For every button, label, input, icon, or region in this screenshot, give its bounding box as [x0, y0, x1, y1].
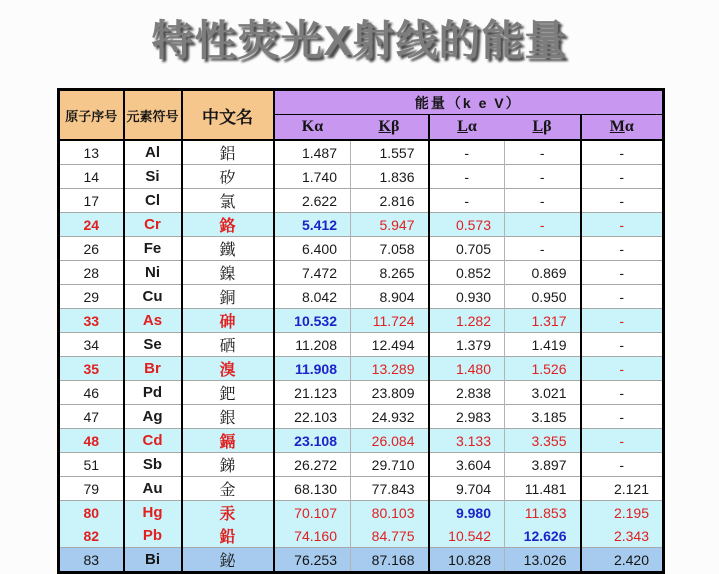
table-row: [59, 453, 664, 477]
cell-element-symbol: Cd: [124, 429, 182, 453]
cell-l-beta: 11.853: [505, 501, 581, 525]
table-row: [59, 309, 664, 333]
line-greek: α: [467, 118, 477, 135]
cell-chinese-name: 鉻: [182, 213, 274, 237]
cell-l-beta: -: [505, 237, 581, 261]
cell-l-alpha: 3.133: [429, 429, 505, 453]
cell-element-symbol: Pd: [124, 381, 182, 405]
cell-l-alpha: 2.838: [429, 381, 505, 405]
col-header-k-beta: [351, 115, 429, 141]
cell-chinese-name: 鋁: [182, 140, 274, 165]
cell-chinese-name: 溴: [182, 357, 274, 381]
cell-atomic-number: 48: [59, 429, 124, 453]
cell-element-symbol: Ag: [124, 405, 182, 429]
line-greek: β: [543, 118, 552, 135]
cell-element-symbol: Cl: [124, 189, 182, 213]
col-header-l-beta: [505, 115, 581, 141]
table-row: [59, 140, 664, 165]
cell-l-alpha: 0.573: [429, 213, 505, 237]
cell-atomic-number: 46: [59, 381, 124, 405]
cell-m-alpha: -: [581, 309, 664, 333]
cell-k-beta: 13.289: [351, 357, 429, 381]
cell-k-beta: 24.932: [351, 405, 429, 429]
cell-m-alpha: -: [581, 189, 664, 213]
cell-element-symbol: Cr: [124, 213, 182, 237]
cell-m-alpha: -: [581, 237, 664, 261]
cell-atomic-number: 79: [59, 477, 124, 501]
cell-k-beta: 7.058: [351, 237, 429, 261]
xray-energy-table: [57, 88, 665, 574]
cell-atomic-number: 82: [59, 524, 124, 548]
cell-m-alpha: -: [581, 453, 664, 477]
table-row: [59, 237, 664, 261]
cell-m-alpha: 2.420: [581, 548, 664, 573]
cell-k-alpha: 23.108: [274, 429, 351, 453]
cell-atomic-number: 28: [59, 261, 124, 285]
table-row: [59, 524, 664, 548]
cell-k-alpha: 22.103: [274, 405, 351, 429]
col-header-energy-group: 能量（k e V）: [274, 90, 664, 115]
cell-chinese-name: 硒: [182, 333, 274, 357]
cell-l-beta: 13.026: [505, 548, 581, 573]
cell-atomic-number: 14: [59, 165, 124, 189]
cell-element-symbol: As: [124, 309, 182, 333]
cell-l-beta: 3.897: [505, 453, 581, 477]
cell-l-beta: -: [505, 213, 581, 237]
cell-k-beta: 26.084: [351, 429, 429, 453]
line-greek: α: [624, 118, 634, 135]
cell-l-alpha: 0.705: [429, 237, 505, 261]
cell-element-symbol: Si: [124, 165, 182, 189]
cell-k-alpha: 11.208: [274, 333, 351, 357]
cell-k-beta: 2.816: [351, 189, 429, 213]
cell-atomic-number: 17: [59, 189, 124, 213]
cell-element-symbol: Hg: [124, 501, 182, 525]
table-row: [59, 261, 664, 285]
table-row: [59, 165, 664, 189]
line-greek: β: [391, 118, 400, 135]
cell-element-symbol: Fe: [124, 237, 182, 261]
cell-m-alpha: -: [581, 165, 664, 189]
cell-k-alpha: 2.622: [274, 189, 351, 213]
cell-l-alpha: -: [429, 189, 505, 213]
cell-l-alpha: -: [429, 140, 505, 165]
cell-atomic-number: 26: [59, 237, 124, 261]
col-header-l-alpha: [429, 115, 505, 141]
table-row: [59, 333, 664, 357]
table-row: [59, 285, 664, 309]
cell-chinese-name: 銅: [182, 285, 274, 309]
cell-atomic-number: 29: [59, 285, 124, 309]
table-row: [59, 405, 664, 429]
cell-atomic-number: 83: [59, 548, 124, 573]
cell-atomic-number: 34: [59, 333, 124, 357]
cell-chinese-name: 鎘: [182, 429, 274, 453]
cell-l-beta: 0.950: [505, 285, 581, 309]
col-header-element-symbol: 元素符号: [124, 90, 182, 141]
cell-l-alpha: 9.980: [429, 501, 505, 525]
cell-m-alpha: 2.343: [581, 524, 664, 548]
cell-m-alpha: -: [581, 333, 664, 357]
cell-chinese-name: 鈀: [182, 381, 274, 405]
cell-l-beta: -: [505, 165, 581, 189]
cell-m-alpha: -: [581, 261, 664, 285]
cell-m-alpha: -: [581, 213, 664, 237]
cell-chinese-name: 鐵: [182, 237, 274, 261]
cell-atomic-number: 13: [59, 140, 124, 165]
cell-l-alpha: 3.604: [429, 453, 505, 477]
table-row: [59, 357, 664, 381]
cell-k-beta: 23.809: [351, 381, 429, 405]
cell-element-symbol: Br: [124, 357, 182, 381]
cell-k-alpha: 8.042: [274, 285, 351, 309]
cell-chinese-name: 銻: [182, 453, 274, 477]
cell-l-alpha: -: [429, 165, 505, 189]
cell-k-beta: 80.103: [351, 501, 429, 525]
cell-chinese-name: 鎳: [182, 261, 274, 285]
cell-chinese-name: 汞: [182, 501, 274, 525]
cell-l-alpha: 10.542: [429, 524, 505, 548]
cell-l-beta: 3.355: [505, 429, 581, 453]
table-row: [59, 501, 664, 525]
line-letter: M: [609, 118, 625, 135]
cell-l-alpha: 9.704: [429, 477, 505, 501]
cell-l-alpha: 1.379: [429, 333, 505, 357]
cell-m-alpha: -: [581, 140, 664, 165]
cell-k-alpha: 10.532: [274, 309, 351, 333]
cell-k-beta: 84.775: [351, 524, 429, 548]
cell-k-alpha: 68.130: [274, 477, 351, 501]
cell-atomic-number: 33: [59, 309, 124, 333]
cell-k-alpha: 1.487: [274, 140, 351, 165]
cell-chinese-name: 銀: [182, 405, 274, 429]
cell-atomic-number: 24: [59, 213, 124, 237]
cell-element-symbol: Ni: [124, 261, 182, 285]
cell-m-alpha: -: [581, 357, 664, 381]
cell-l-beta: -: [505, 140, 581, 165]
cell-k-alpha: 21.123: [274, 381, 351, 405]
cell-l-beta: 1.526: [505, 357, 581, 381]
cell-k-beta: 77.843: [351, 477, 429, 501]
cell-k-beta: 29.710: [351, 453, 429, 477]
cell-element-symbol: Au: [124, 477, 182, 501]
cell-k-alpha: 5.412: [274, 213, 351, 237]
cell-l-alpha: 0.930: [429, 285, 505, 309]
cell-atomic-number: 47: [59, 405, 124, 429]
cell-l-beta: 3.021: [505, 381, 581, 405]
cell-atomic-number: 51: [59, 453, 124, 477]
cell-l-beta: 1.317: [505, 309, 581, 333]
cell-k-alpha: 6.400: [274, 237, 351, 261]
cell-m-alpha: 2.121: [581, 477, 664, 501]
cell-k-beta: 12.494: [351, 333, 429, 357]
cell-element-symbol: Sb: [124, 453, 182, 477]
cell-l-alpha: 1.480: [429, 357, 505, 381]
cell-chinese-name: 矽: [182, 165, 274, 189]
cell-k-alpha: 7.472: [274, 261, 351, 285]
cell-chinese-name: 鉍: [182, 548, 274, 573]
table-row: [59, 477, 664, 501]
cell-m-alpha: -: [581, 285, 664, 309]
cell-k-alpha: 26.272: [274, 453, 351, 477]
line-letter: L: [532, 118, 544, 135]
table-row: [59, 429, 664, 453]
cell-element-symbol: Pb: [124, 524, 182, 548]
cell-element-symbol: Bi: [124, 548, 182, 573]
cell-element-symbol: Se: [124, 333, 182, 357]
line-letter: K: [378, 118, 391, 135]
cell-k-beta: 1.836: [351, 165, 429, 189]
col-header-m-alpha: [581, 115, 664, 141]
cell-k-beta: 5.947: [351, 213, 429, 237]
cell-chinese-name: 鉛: [182, 524, 274, 548]
line-greek: α: [314, 118, 324, 135]
cell-k-alpha: 76.253: [274, 548, 351, 573]
cell-atomic-number: 80: [59, 501, 124, 525]
cell-chinese-name: 氯: [182, 189, 274, 213]
table-row: [59, 381, 664, 405]
cell-l-alpha: 10.828: [429, 548, 505, 573]
cell-atomic-number: 35: [59, 357, 124, 381]
cell-l-beta: 3.185: [505, 405, 581, 429]
table-row: [59, 548, 664, 573]
cell-k-beta: 8.904: [351, 285, 429, 309]
cell-k-beta: 8.265: [351, 261, 429, 285]
cell-m-alpha: -: [581, 381, 664, 405]
cell-l-alpha: 2.983: [429, 405, 505, 429]
line-letter: K: [301, 118, 315, 135]
cell-l-alpha: 0.852: [429, 261, 505, 285]
cell-k-beta: 87.168: [351, 548, 429, 573]
col-header-chinese-name: 中文名: [182, 90, 274, 141]
cell-m-alpha: 2.195: [581, 501, 664, 525]
cell-chinese-name: 砷: [182, 309, 274, 333]
table-row: [59, 213, 664, 237]
cell-k-alpha: 11.908: [274, 357, 351, 381]
page-title: 特性荧光X射线的能量: [151, 17, 568, 64]
header-row-top: [59, 90, 664, 115]
cell-element-symbol: Al: [124, 140, 182, 165]
cell-l-beta: 12.626: [505, 524, 581, 548]
col-header-k-alpha: [274, 115, 351, 141]
col-header-atomic-number: 原子序号: [59, 90, 124, 141]
table-row: [59, 189, 664, 213]
cell-l-alpha: 1.282: [429, 309, 505, 333]
cell-k-alpha: 74.160: [274, 524, 351, 548]
cell-k-beta: 1.557: [351, 140, 429, 165]
cell-m-alpha: -: [581, 405, 664, 429]
cell-k-beta: 11.724: [351, 309, 429, 333]
cell-k-alpha: 70.107: [274, 501, 351, 525]
cell-l-beta: -: [505, 189, 581, 213]
cell-l-beta: 11.481: [505, 477, 581, 501]
line-letter: L: [457, 118, 468, 135]
cell-element-symbol: Cu: [124, 285, 182, 309]
cell-l-beta: 1.419: [505, 333, 581, 357]
cell-k-alpha: 1.740: [274, 165, 351, 189]
cell-l-beta: 0.869: [505, 261, 581, 285]
cell-chinese-name: 金: [182, 477, 274, 501]
cell-m-alpha: -: [581, 429, 664, 453]
